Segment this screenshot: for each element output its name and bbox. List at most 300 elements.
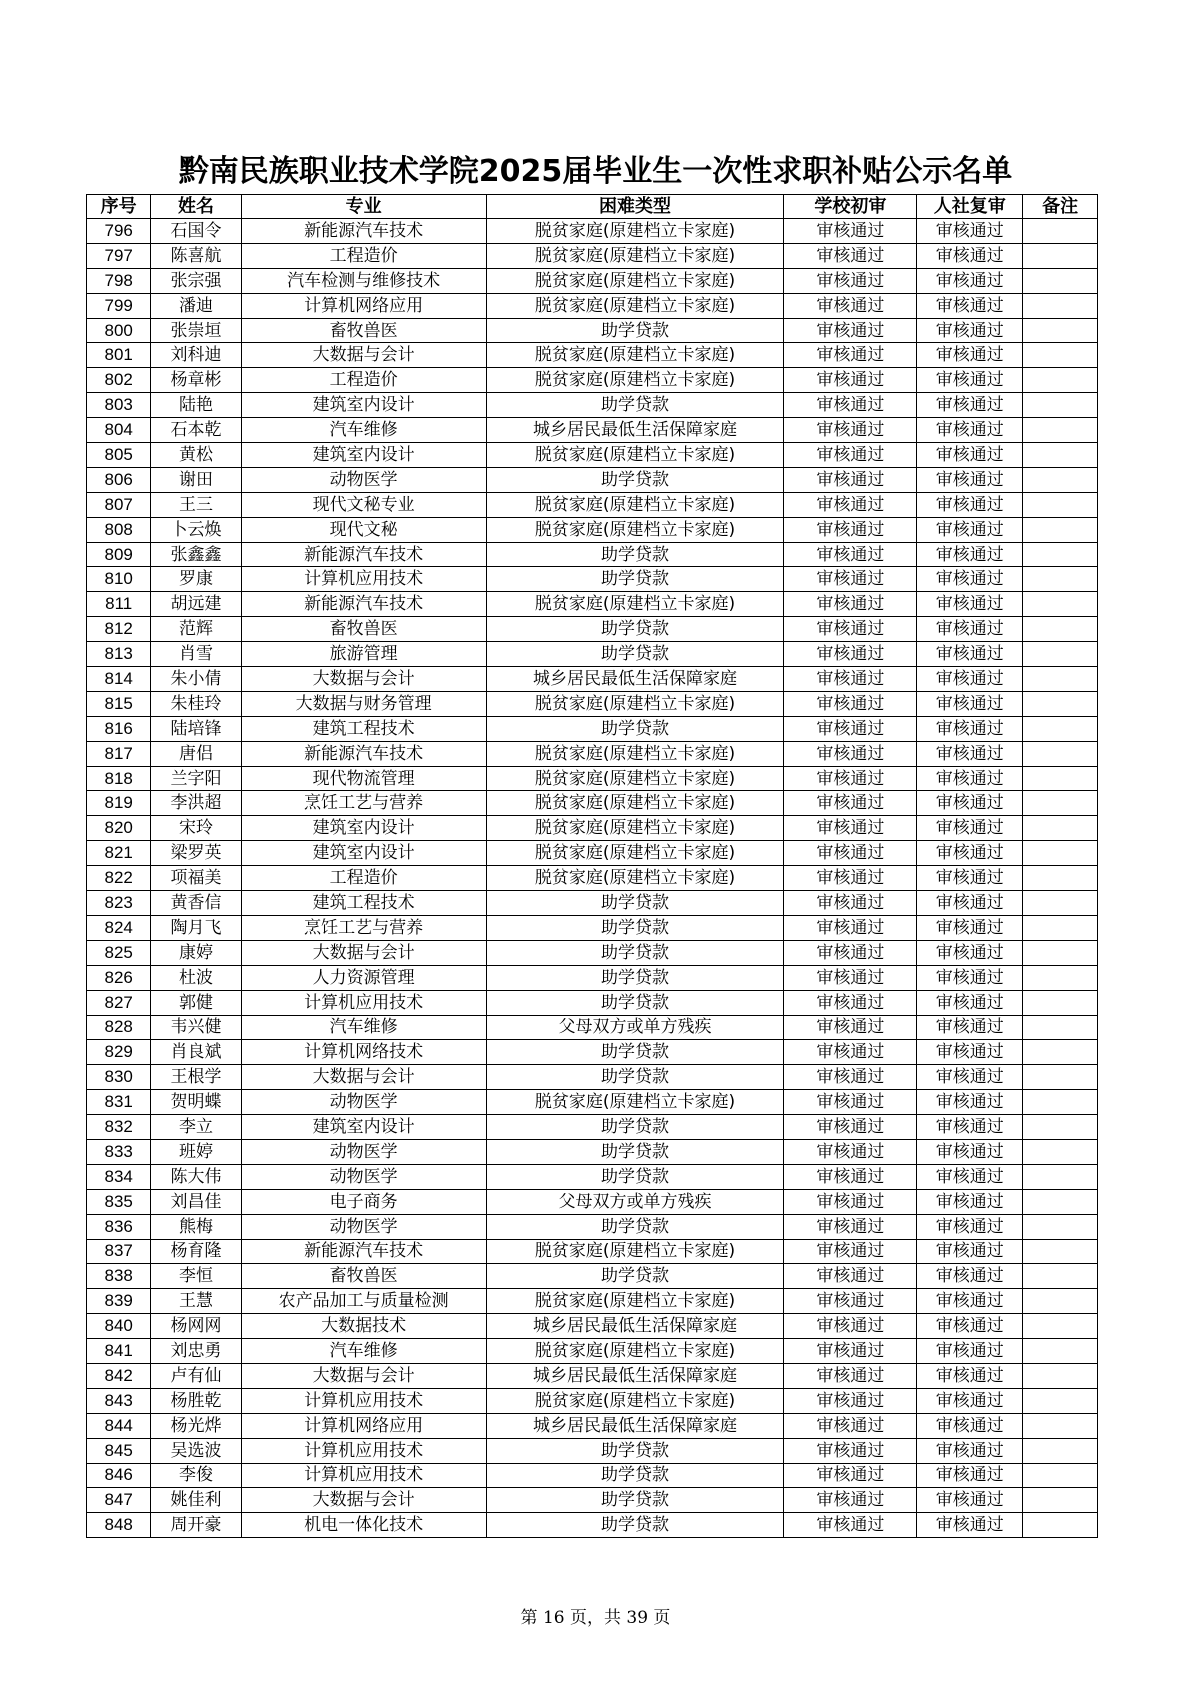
cell-major: 建筑室内设计 xyxy=(241,841,486,866)
cell-difficulty-type: 助学贷款 xyxy=(486,891,784,916)
cell-school-review: 审核通过 xyxy=(784,1264,917,1289)
table-row xyxy=(87,592,1098,617)
cell-difficulty-type: 城乡居民最低生活保障家庭 xyxy=(486,1314,784,1339)
cell-remarks xyxy=(1023,542,1098,567)
cell-hr-review: 审核通过 xyxy=(917,492,1023,517)
cell-name: 班婷 xyxy=(151,1139,241,1164)
cell-school-review: 审核通过 xyxy=(784,940,917,965)
cell-seq: 841 xyxy=(87,1339,151,1364)
cell-name: 郭健 xyxy=(151,990,241,1015)
cell-remarks xyxy=(1023,716,1098,741)
cell-hr-review: 审核通过 xyxy=(917,1488,1023,1513)
cell-major: 动物医学 xyxy=(241,467,486,492)
table-row xyxy=(87,1065,1098,1090)
cell-school-review: 审核通过 xyxy=(784,1413,917,1438)
cell-name: 杨网网 xyxy=(151,1314,241,1339)
cell-school-review: 审核通过 xyxy=(784,1090,917,1115)
cell-name: 王三 xyxy=(151,492,241,517)
cell-major: 大数据与会计 xyxy=(241,1363,486,1388)
cell-seq: 800 xyxy=(87,318,151,343)
cell-major: 大数据与会计 xyxy=(241,1488,486,1513)
cell-major: 工程造价 xyxy=(241,368,486,393)
table-row xyxy=(87,1339,1098,1364)
cell-difficulty-type: 城乡居民最低生活保障家庭 xyxy=(486,667,784,692)
cell-remarks xyxy=(1023,1139,1098,1164)
cell-seq: 812 xyxy=(87,617,151,642)
cell-difficulty-type: 助学贷款 xyxy=(486,567,784,592)
cell-seq: 799 xyxy=(87,293,151,318)
cell-major: 大数据与会计 xyxy=(241,1065,486,1090)
cell-difficulty-type: 脱贫家庭(原建档立卡家庭) xyxy=(486,517,784,542)
table-row xyxy=(87,691,1098,716)
cell-major: 建筑室内设计 xyxy=(241,1115,486,1140)
cell-remarks xyxy=(1023,1488,1098,1513)
cell-major: 现代物流管理 xyxy=(241,766,486,791)
cell-hr-review: 审核通过 xyxy=(917,268,1023,293)
cell-remarks xyxy=(1023,667,1098,692)
cell-hr-review: 审核通过 xyxy=(917,766,1023,791)
cell-hr-review: 审核通过 xyxy=(917,1363,1023,1388)
cell-difficulty-type: 助学贷款 xyxy=(486,1513,784,1538)
cell-remarks xyxy=(1023,940,1098,965)
cell-hr-review: 审核通过 xyxy=(917,841,1023,866)
table-row xyxy=(87,343,1098,368)
cell-major: 计算机应用技术 xyxy=(241,1463,486,1488)
cell-difficulty-type: 助学贷款 xyxy=(486,542,784,567)
cell-school-review: 审核通过 xyxy=(784,418,917,443)
table-row xyxy=(87,617,1098,642)
table-row xyxy=(87,393,1098,418)
cell-seq: 813 xyxy=(87,642,151,667)
cell-name: 贺明蝶 xyxy=(151,1090,241,1115)
cell-name: 陆培锋 xyxy=(151,716,241,741)
cell-difficulty-type: 脱贫家庭(原建档立卡家庭) xyxy=(486,841,784,866)
cell-seq: 833 xyxy=(87,1139,151,1164)
table-row xyxy=(87,915,1098,940)
cell-hr-review: 审核通过 xyxy=(917,293,1023,318)
table-row xyxy=(87,1363,1098,1388)
cell-seq: 844 xyxy=(87,1413,151,1438)
cell-difficulty-type: 城乡居民最低生活保障家庭 xyxy=(486,418,784,443)
cell-difficulty-type: 助学贷款 xyxy=(486,1264,784,1289)
cell-name: 兰字阳 xyxy=(151,766,241,791)
cell-hr-review: 审核通过 xyxy=(917,343,1023,368)
cell-seq: 819 xyxy=(87,791,151,816)
cell-hr-review: 审核通过 xyxy=(917,1239,1023,1264)
cell-difficulty-type: 脱贫家庭(原建档立卡家庭) xyxy=(486,443,784,468)
cell-name: 康婷 xyxy=(151,940,241,965)
table-row xyxy=(87,1264,1098,1289)
cell-difficulty-type: 脱贫家庭(原建档立卡家庭) xyxy=(486,1090,784,1115)
cell-hr-review: 审核通过 xyxy=(917,617,1023,642)
cell-hr-review: 审核通过 xyxy=(917,443,1023,468)
cell-remarks xyxy=(1023,1189,1098,1214)
table-row xyxy=(87,1314,1098,1339)
cell-school-review: 审核通过 xyxy=(784,990,917,1015)
cell-major: 烹饪工艺与营养 xyxy=(241,791,486,816)
cell-seq: 801 xyxy=(87,343,151,368)
cell-difficulty-type: 助学贷款 xyxy=(486,1139,784,1164)
cell-seq: 818 xyxy=(87,766,151,791)
cell-hr-review: 审核通过 xyxy=(917,816,1023,841)
cell-school-review: 审核通过 xyxy=(784,1040,917,1065)
cell-remarks xyxy=(1023,343,1098,368)
cell-major: 计算机应用技术 xyxy=(241,1438,486,1463)
cell-major: 建筑工程技术 xyxy=(241,891,486,916)
cell-seq: 825 xyxy=(87,940,151,965)
cell-hr-review: 审核通过 xyxy=(917,691,1023,716)
col-header-school-review: 学校初审 xyxy=(784,195,917,219)
cell-name: 朱桂玲 xyxy=(151,691,241,716)
cell-remarks xyxy=(1023,841,1098,866)
cell-hr-review: 审核通过 xyxy=(917,990,1023,1015)
table-row xyxy=(87,418,1098,443)
cell-school-review: 审核通过 xyxy=(784,1388,917,1413)
cell-difficulty-type: 助学贷款 xyxy=(486,990,784,1015)
cell-name: 潘迪 xyxy=(151,293,241,318)
cell-school-review: 审核通过 xyxy=(784,667,917,692)
cell-school-review: 审核通过 xyxy=(784,642,917,667)
cell-hr-review: 审核通过 xyxy=(917,219,1023,244)
cell-school-review: 审核通过 xyxy=(784,368,917,393)
cell-school-review: 审核通过 xyxy=(784,1065,917,1090)
cell-name: 朱小倩 xyxy=(151,667,241,692)
cell-name: 宋玲 xyxy=(151,816,241,841)
cell-name: 张鑫鑫 xyxy=(151,542,241,567)
cell-school-review: 审核通过 xyxy=(784,1164,917,1189)
cell-difficulty-type: 脱贫家庭(原建档立卡家庭) xyxy=(486,1388,784,1413)
cell-difficulty-type: 脱贫家庭(原建档立卡家庭) xyxy=(486,816,784,841)
cell-school-review: 审核通过 xyxy=(784,1289,917,1314)
cell-remarks xyxy=(1023,965,1098,990)
cell-seq: 829 xyxy=(87,1040,151,1065)
cell-name: 周开豪 xyxy=(151,1513,241,1538)
cell-difficulty-type: 脱贫家庭(原建档立卡家庭) xyxy=(486,243,784,268)
cell-remarks xyxy=(1023,492,1098,517)
cell-major: 建筑室内设计 xyxy=(241,443,486,468)
cell-major: 计算机应用技术 xyxy=(241,567,486,592)
cell-seq: 822 xyxy=(87,866,151,891)
cell-school-review: 审核通过 xyxy=(784,1513,917,1538)
cell-school-review: 审核通过 xyxy=(784,766,917,791)
cell-school-review: 审核通过 xyxy=(784,1189,917,1214)
table-row xyxy=(87,243,1098,268)
cell-hr-review: 审核通过 xyxy=(917,592,1023,617)
cell-name: 黄香信 xyxy=(151,891,241,916)
cell-hr-review: 审核通过 xyxy=(917,1289,1023,1314)
table-row xyxy=(87,816,1098,841)
cell-remarks xyxy=(1023,1015,1098,1040)
cell-hr-review: 审核通过 xyxy=(917,1463,1023,1488)
cell-school-review: 审核通过 xyxy=(784,1438,917,1463)
cell-seq: 828 xyxy=(87,1015,151,1040)
cell-major: 动物医学 xyxy=(241,1164,486,1189)
table-row xyxy=(87,1015,1098,1040)
table-row xyxy=(87,940,1098,965)
cell-seq: 817 xyxy=(87,741,151,766)
cell-hr-review: 审核通过 xyxy=(917,1015,1023,1040)
table-header-row xyxy=(87,195,1098,219)
cell-hr-review: 审核通过 xyxy=(917,1438,1023,1463)
cell-difficulty-type: 城乡居民最低生活保障家庭 xyxy=(486,1363,784,1388)
cell-school-review: 审核通过 xyxy=(784,567,917,592)
cell-seq: 804 xyxy=(87,418,151,443)
cell-remarks xyxy=(1023,816,1098,841)
table-row xyxy=(87,1488,1098,1513)
cell-seq: 839 xyxy=(87,1289,151,1314)
cell-difficulty-type: 脱贫家庭(原建档立卡家庭) xyxy=(486,268,784,293)
cell-name: 石国令 xyxy=(151,219,241,244)
cell-school-review: 审核通过 xyxy=(784,791,917,816)
cell-school-review: 审核通过 xyxy=(784,741,917,766)
cell-major: 建筑室内设计 xyxy=(241,393,486,418)
cell-name: 范辉 xyxy=(151,617,241,642)
cell-major: 建筑室内设计 xyxy=(241,816,486,841)
cell-school-review: 审核通过 xyxy=(784,816,917,841)
table-row xyxy=(87,1189,1098,1214)
col-header-major: 专业 xyxy=(241,195,486,219)
cell-hr-review: 审核通过 xyxy=(917,318,1023,343)
cell-seq: 830 xyxy=(87,1065,151,1090)
cell-school-review: 审核通过 xyxy=(784,1214,917,1239)
table-row xyxy=(87,1463,1098,1488)
cell-hr-review: 审核通过 xyxy=(917,467,1023,492)
table-row xyxy=(87,542,1098,567)
cell-school-review: 审核通过 xyxy=(784,915,917,940)
cell-difficulty-type: 助学贷款 xyxy=(486,965,784,990)
cell-major: 计算机网络应用 xyxy=(241,293,486,318)
cell-school-review: 审核通过 xyxy=(784,891,917,916)
cell-seq: 848 xyxy=(87,1513,151,1538)
cell-remarks xyxy=(1023,1264,1098,1289)
cell-name: 肖良斌 xyxy=(151,1040,241,1065)
table-row xyxy=(87,1214,1098,1239)
cell-remarks xyxy=(1023,741,1098,766)
table-row xyxy=(87,891,1098,916)
cell-seq: 847 xyxy=(87,1488,151,1513)
cell-seq: 798 xyxy=(87,268,151,293)
cell-major: 汽车检测与维修技术 xyxy=(241,268,486,293)
cell-name: 刘忠勇 xyxy=(151,1339,241,1364)
table-row xyxy=(87,1239,1098,1264)
cell-name: 韦兴健 xyxy=(151,1015,241,1040)
cell-difficulty-type: 助学贷款 xyxy=(486,1040,784,1065)
cell-name: 卜云焕 xyxy=(151,517,241,542)
cell-difficulty-type: 助学贷款 xyxy=(486,1065,784,1090)
cell-hr-review: 审核通过 xyxy=(917,567,1023,592)
cell-difficulty-type: 脱贫家庭(原建档立卡家庭) xyxy=(486,866,784,891)
cell-seq: 826 xyxy=(87,965,151,990)
cell-difficulty-type: 助学贷款 xyxy=(486,716,784,741)
cell-major: 大数据与会计 xyxy=(241,940,486,965)
cell-difficulty-type: 助学贷款 xyxy=(486,642,784,667)
cell-school-review: 审核通过 xyxy=(784,1139,917,1164)
cell-name: 李俊 xyxy=(151,1463,241,1488)
table-row xyxy=(87,219,1098,244)
cell-seq: 845 xyxy=(87,1438,151,1463)
cell-remarks xyxy=(1023,1065,1098,1090)
table-row xyxy=(87,866,1098,891)
cell-major: 畜牧兽医 xyxy=(241,617,486,642)
cell-remarks xyxy=(1023,691,1098,716)
table-row xyxy=(87,642,1098,667)
cell-name: 罗康 xyxy=(151,567,241,592)
cell-name: 张宗强 xyxy=(151,268,241,293)
cell-school-review: 审核通过 xyxy=(784,343,917,368)
cell-difficulty-type: 助学贷款 xyxy=(486,1488,784,1513)
cell-difficulty-type: 脱贫家庭(原建档立卡家庭) xyxy=(486,492,784,517)
cell-hr-review: 审核通过 xyxy=(917,1388,1023,1413)
cell-seq: 836 xyxy=(87,1214,151,1239)
cell-school-review: 审核通过 xyxy=(784,467,917,492)
col-header-name: 姓名 xyxy=(151,195,241,219)
cell-major: 动物医学 xyxy=(241,1090,486,1115)
cell-hr-review: 审核通过 xyxy=(917,1339,1023,1364)
table-row xyxy=(87,791,1098,816)
cell-seq: 808 xyxy=(87,517,151,542)
table-row xyxy=(87,492,1098,517)
cell-hr-review: 审核通过 xyxy=(917,965,1023,990)
cell-major: 新能源汽车技术 xyxy=(241,219,486,244)
table-row xyxy=(87,1139,1098,1164)
cell-major: 畜牧兽医 xyxy=(241,1264,486,1289)
cell-school-review: 审核通过 xyxy=(784,1314,917,1339)
cell-major: 电子商务 xyxy=(241,1189,486,1214)
cell-seq: 834 xyxy=(87,1164,151,1189)
cell-major: 汽车维修 xyxy=(241,1015,486,1040)
cell-major: 大数据与会计 xyxy=(241,667,486,692)
page-footer: 第 16 页，共 39 页 xyxy=(520,1608,671,1628)
cell-difficulty-type: 助学贷款 xyxy=(486,393,784,418)
cell-remarks xyxy=(1023,1239,1098,1264)
cell-remarks xyxy=(1023,1214,1098,1239)
cell-difficulty-type: 助学贷款 xyxy=(486,1164,784,1189)
cell-major: 汽车维修 xyxy=(241,1339,486,1364)
cell-name: 杨胜乾 xyxy=(151,1388,241,1413)
cell-seq: 806 xyxy=(87,467,151,492)
cell-seq: 797 xyxy=(87,243,151,268)
cell-remarks xyxy=(1023,1413,1098,1438)
col-header-difficulty-type: 困难类型 xyxy=(486,195,784,219)
cell-remarks xyxy=(1023,393,1098,418)
cell-school-review: 审核通过 xyxy=(784,318,917,343)
cell-school-review: 审核通过 xyxy=(784,293,917,318)
cell-school-review: 审核通过 xyxy=(784,1463,917,1488)
cell-major: 大数据与会计 xyxy=(241,343,486,368)
cell-remarks xyxy=(1023,1289,1098,1314)
cell-major: 汽车维修 xyxy=(241,418,486,443)
cell-seq: 824 xyxy=(87,915,151,940)
cell-remarks xyxy=(1023,1513,1098,1538)
cell-remarks xyxy=(1023,443,1098,468)
cell-major: 机电一体化技术 xyxy=(241,1513,486,1538)
cell-remarks xyxy=(1023,990,1098,1015)
cell-major: 计算机应用技术 xyxy=(241,990,486,1015)
cell-hr-review: 审核通过 xyxy=(917,1115,1023,1140)
cell-hr-review: 审核通过 xyxy=(917,542,1023,567)
cell-seq: 810 xyxy=(87,567,151,592)
table-row xyxy=(87,293,1098,318)
cell-school-review: 审核通过 xyxy=(784,243,917,268)
table-row xyxy=(87,766,1098,791)
cell-difficulty-type: 脱贫家庭(原建档立卡家庭) xyxy=(486,791,784,816)
cell-remarks xyxy=(1023,1339,1098,1364)
cell-remarks xyxy=(1023,766,1098,791)
cell-remarks xyxy=(1023,891,1098,916)
cell-difficulty-type: 脱贫家庭(原建档立卡家庭) xyxy=(486,1339,784,1364)
cell-difficulty-type: 助学贷款 xyxy=(486,1115,784,1140)
table-row xyxy=(87,1040,1098,1065)
cell-major: 新能源汽车技术 xyxy=(241,542,486,567)
cell-difficulty-type: 助学贷款 xyxy=(486,617,784,642)
cell-seq: 811 xyxy=(87,592,151,617)
cell-difficulty-type: 脱贫家庭(原建档立卡家庭) xyxy=(486,766,784,791)
cell-remarks xyxy=(1023,1115,1098,1140)
table-row xyxy=(87,667,1098,692)
cell-name: 陆艳 xyxy=(151,393,241,418)
cell-difficulty-type: 助学贷款 xyxy=(486,318,784,343)
cell-hr-review: 审核通过 xyxy=(917,741,1023,766)
cell-seq: 846 xyxy=(87,1463,151,1488)
cell-major: 动物医学 xyxy=(241,1139,486,1164)
cell-major: 畜牧兽医 xyxy=(241,318,486,343)
cell-major: 人力资源管理 xyxy=(241,965,486,990)
cell-name: 李洪超 xyxy=(151,791,241,816)
cell-difficulty-type: 脱贫家庭(原建档立卡家庭) xyxy=(486,1239,784,1264)
cell-name: 杨育隆 xyxy=(151,1239,241,1264)
cell-remarks xyxy=(1023,592,1098,617)
cell-major: 建筑工程技术 xyxy=(241,716,486,741)
table-row xyxy=(87,1513,1098,1538)
cell-name: 石本乾 xyxy=(151,418,241,443)
cell-major: 工程造价 xyxy=(241,866,486,891)
cell-seq: 823 xyxy=(87,891,151,916)
cell-school-review: 审核通过 xyxy=(784,617,917,642)
cell-name: 吴选波 xyxy=(151,1438,241,1463)
cell-difficulty-type: 脱贫家庭(原建档立卡家庭) xyxy=(486,592,784,617)
col-header-seq: 序号 xyxy=(87,195,151,219)
cell-difficulty-type: 脱贫家庭(原建档立卡家庭) xyxy=(486,219,784,244)
page-title: 黔南民族职业技术学院2025届毕业生一次性求职补贴公示名单 xyxy=(178,154,1013,189)
cell-seq: 842 xyxy=(87,1363,151,1388)
cell-name: 谢田 xyxy=(151,467,241,492)
cell-seq: 809 xyxy=(87,542,151,567)
cell-seq: 840 xyxy=(87,1314,151,1339)
cell-school-review: 审核通过 xyxy=(784,1488,917,1513)
cell-remarks xyxy=(1023,1090,1098,1115)
cell-major: 大数据与财务管理 xyxy=(241,691,486,716)
cell-name: 刘科迪 xyxy=(151,343,241,368)
cell-school-review: 审核通过 xyxy=(784,866,917,891)
cell-hr-review: 审核通过 xyxy=(917,418,1023,443)
cell-school-review: 审核通过 xyxy=(784,716,917,741)
table-row xyxy=(87,1115,1098,1140)
cell-hr-review: 审核通过 xyxy=(917,1040,1023,1065)
cell-major: 旅游管理 xyxy=(241,642,486,667)
cell-name: 项福美 xyxy=(151,866,241,891)
cell-hr-review: 审核通过 xyxy=(917,642,1023,667)
cell-school-review: 审核通过 xyxy=(784,219,917,244)
cell-name: 刘昌佳 xyxy=(151,1189,241,1214)
cell-name: 陈喜航 xyxy=(151,243,241,268)
cell-hr-review: 审核通过 xyxy=(917,393,1023,418)
cell-major: 现代文秘 xyxy=(241,517,486,542)
cell-name: 梁罗英 xyxy=(151,841,241,866)
cell-difficulty-type: 助学贷款 xyxy=(486,915,784,940)
table-body xyxy=(87,219,1098,1538)
table-row xyxy=(87,1413,1098,1438)
cell-name: 唐侣 xyxy=(151,741,241,766)
